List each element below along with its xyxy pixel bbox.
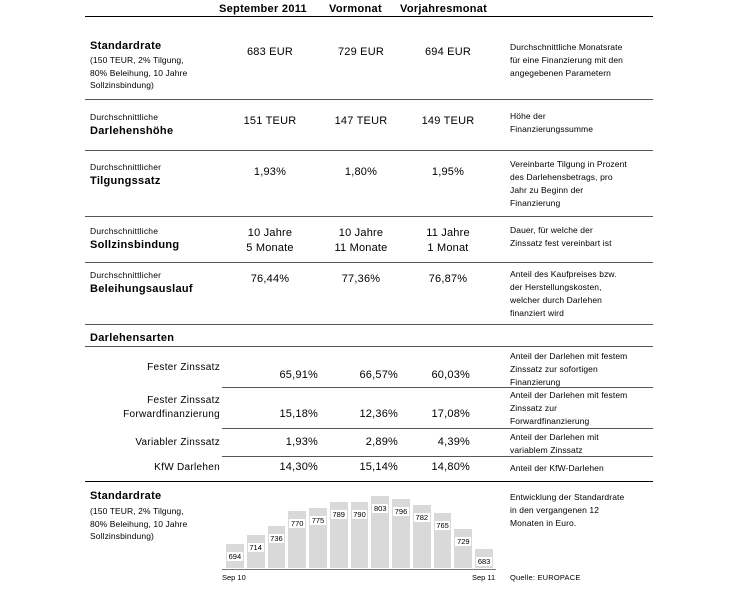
row-tilgungssatz-current: 1,93% (253, 166, 287, 178)
row-darlehenshoehe-description: Höhe der Finanzierungssumme (510, 111, 594, 134)
chart-bar (268, 526, 286, 568)
darlehensart-variabel-current: 1,93% (285, 436, 318, 448)
chart-bar-value-label: 714 (249, 543, 262, 553)
row-beleihungsauslauf-description: Anteil des Kaufpreises bzw. der Herstellungskosten, welcher durch Darlehen finanziert wird (510, 269, 617, 318)
row-darlehenshoehe-small-label: Durchschnittliche (90, 112, 159, 122)
row-divider (85, 324, 653, 325)
chart-bar-value-label: 775 (311, 516, 325, 526)
row-divider (85, 150, 653, 151)
darlehensart-forward-label: Fester Zinssatz Forwardfinanzierung (123, 395, 220, 420)
row-beleihungsauslauf-current: 76,44% (250, 273, 290, 285)
chart-bar-value-label: 765 (436, 520, 449, 530)
row-tilgungssatz-description: Vereinbarte Tilgung in Prozent des Darlehensbetrags, pro Jahr zu Beginn der Finanzierung (510, 159, 627, 208)
chart-bar-value-label: 782 (415, 513, 429, 523)
darlehensart-fester-zinssatz-prev-year: 60,03% (431, 369, 470, 381)
chart-bar-value-label: 770 (290, 518, 304, 528)
row-darlehenshoehe-current: 151 TEUR (243, 115, 297, 127)
chart-bar-value-label: 683 (477, 557, 491, 566)
chart-bar-value-label: 790 (353, 509, 366, 519)
standardrate-bar-chart (226, 492, 496, 568)
row-darlehenshoehe-prev-month: 147 TEUR (334, 115, 388, 127)
row-standardrate-params: (150 TEUR, 2% Tilgung, 80% Beleihung, 10 Jahre Sollzinsbindung) (90, 55, 188, 90)
row-sollzinsbindung-prev-month: 10 Jahre 11 Monate (334, 227, 388, 254)
chart-bar-value-label: 694 (228, 552, 242, 562)
row-divider (85, 216, 653, 217)
bottom-standardrate-label: Standardrate (90, 490, 162, 502)
darlehensart-forward-prev-month: 12,36% (359, 408, 398, 420)
row-beleihungsauslauf-prev-year: 76,87% (428, 273, 468, 285)
bottom-standardrate-params: (150 TEUR, 2% Tilgung, 80% Beleihung, 10 Jahre Sollzinsbindung) (90, 506, 188, 541)
darlehensart-fester-zinssatz-label: Fester Zinssatz (147, 362, 220, 373)
bottom-chart-description: Entwicklung der Standardrate in den vergangenen 12 Monaten in Euro. (510, 492, 625, 528)
row-divider (222, 456, 653, 457)
header-col-previous-year: Vorjahresmonat (400, 3, 488, 15)
row-divider (85, 346, 653, 347)
row-divider (85, 99, 653, 100)
darlehensart-kfw-current: 14,30% (279, 461, 318, 473)
row-standardrate-current: 683 EUR (246, 46, 294, 58)
row-darlehenshoehe-label: Darlehenshöhe (90, 125, 174, 137)
darlehensart-variabel-prev-year: 4,39% (437, 436, 470, 448)
row-standardrate-description: Durchschnittliche Monatsrate für eine Finanzierung mit den angegebenen Parametern (510, 42, 623, 78)
darlehensart-variabel-description: Anteil der Darlehen mit variablem Zinssatz (510, 432, 599, 455)
chart-bar-value-label: 796 (394, 507, 408, 517)
darlehensart-kfw-label: KfW Darlehen (154, 462, 220, 473)
darlehensart-kfw-prev-month: 15,14% (359, 461, 398, 473)
row-divider (222, 387, 653, 388)
row-tilgungssatz-label: Tilgungssatz (90, 175, 161, 187)
row-standardrate-label: Standardrate (90, 40, 162, 52)
row-sollzinsbindung-current: 10 Jahre 5 Monate (246, 227, 294, 254)
row-divider (222, 428, 653, 429)
row-divider (85, 262, 653, 263)
row-sollzinsbindung-label: Sollzinsbindung (90, 239, 180, 251)
chart-bar-value-label: 789 (332, 510, 345, 520)
darlehensart-fester-zinssatz-description: Anteil der Darlehen mit festem Zinssatz zur sofortigen Finanzierung (510, 351, 628, 387)
darlehensart-fester-zinssatz-prev-month: 66,57% (359, 369, 398, 381)
chart-bar-value-label: 803 (374, 503, 387, 513)
header-rule (85, 16, 653, 17)
section-rule (85, 481, 653, 482)
row-tilgungssatz-prev-year: 1,95% (431, 166, 465, 178)
row-tilgungssatz-prev-month: 1,80% (344, 166, 378, 178)
row-sollzinsbindung-description: Dauer, für welche der Zinssatz fest vereinbart ist (510, 225, 612, 248)
row-beleihungsauslauf-label: Beleihungsauslauf (90, 283, 193, 295)
row-standardrate-prev-month: 729 EUR (337, 46, 385, 58)
darlehensart-kfw-description: Anteil der KfW-Darlehen (510, 463, 604, 473)
chart-end-label: Sep 11 (472, 573, 496, 582)
darlehensart-variabel-label: Variabler Zinssatz (135, 437, 220, 448)
row-darlehenshoehe-prev-year: 149 TEUR (421, 115, 475, 127)
row-sollzinsbindung-prev-year: 11 Jahre 1 Monat (426, 227, 470, 254)
chart-bar (454, 529, 472, 568)
row-beleihungsauslauf-prev-month: 77,36% (341, 273, 381, 285)
darlehensarten-title: Darlehensarten (90, 332, 175, 344)
darlehensart-forward-prev-year: 17,08% (431, 408, 470, 420)
row-beleihungsauslauf-small-label: Durchschnittlicher (90, 270, 162, 280)
darlehensart-variabel-prev-month: 2,89% (365, 436, 398, 448)
darlehensart-forward-current: 15,18% (279, 408, 318, 420)
row-tilgungssatz-small-label: Durchschnittlicher (90, 162, 162, 172)
chart-bar-value-label: 729 (457, 536, 470, 546)
header-col-previous-month: Vormonat (329, 3, 382, 15)
darlehensart-fester-zinssatz-current: 65,91% (279, 369, 318, 381)
darlehensart-forward-description: Anteil der Darlehen mit festem Zinssatz zur Forwardfinanzierung (510, 390, 628, 426)
chart-baseline (222, 569, 496, 570)
source-note: Quelle: EUROPACE (510, 573, 581, 582)
row-standardrate-prev-year: 694 EUR (424, 46, 472, 58)
row-sollzinsbindung-small-label: Durchschnittliche (90, 226, 159, 236)
darlehensart-kfw-prev-year: 14,80% (431, 461, 470, 473)
chart-start-label: Sep 10 (222, 573, 246, 582)
chart-bar-value-label: 736 (270, 533, 283, 543)
header-col-current: September 2011 (219, 3, 307, 15)
